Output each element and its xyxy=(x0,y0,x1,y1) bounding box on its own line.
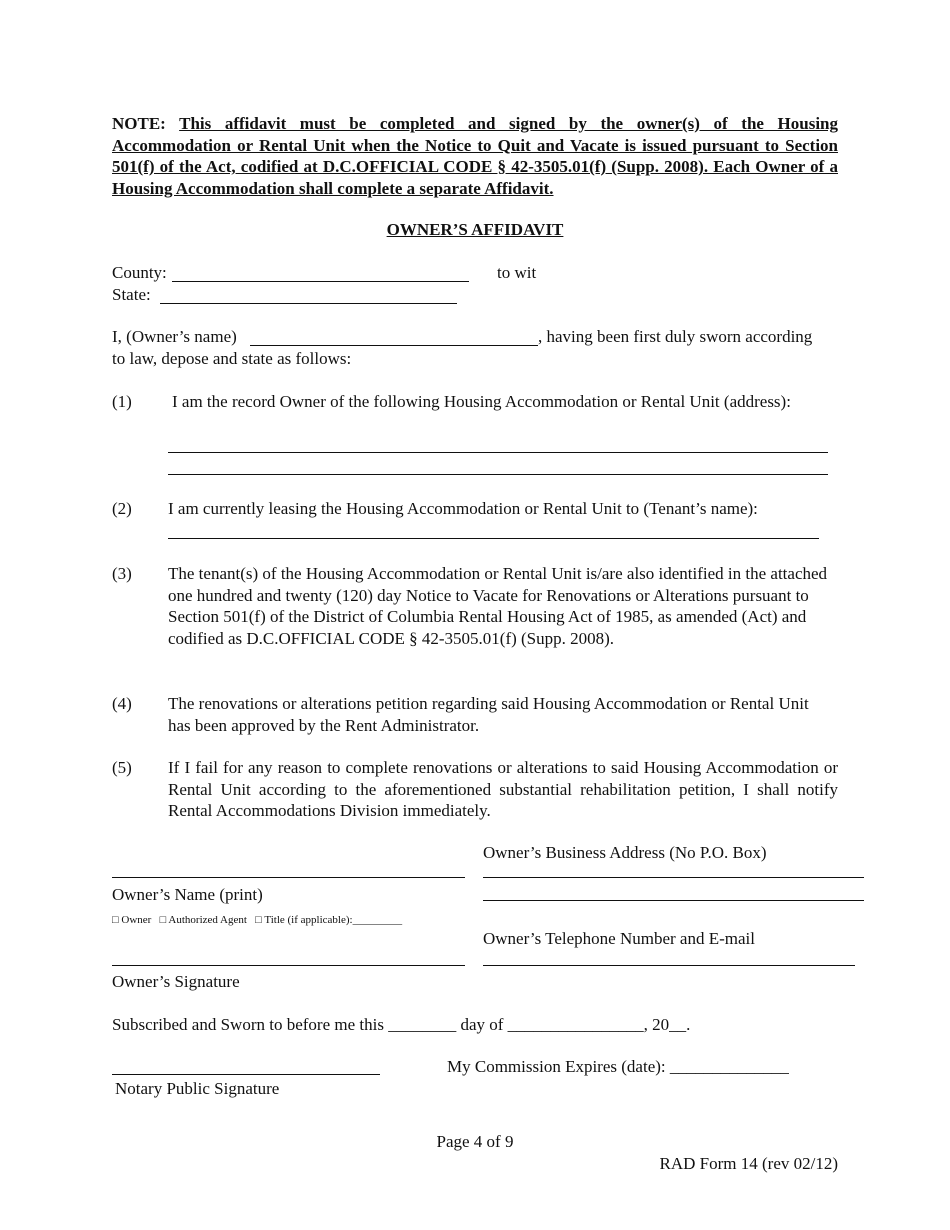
owner-checkbox[interactable]: □ xyxy=(112,914,119,926)
sworn-statement: Subscribed and Sworn to before me this ________ day of ________________, 20__. xyxy=(112,1015,691,1034)
page-number: Page 4 of 9 xyxy=(436,1132,514,1151)
owner-checkbox-label: Owner xyxy=(121,914,152,926)
county-label: County: xyxy=(112,263,167,282)
form-id: RAD Form 14 (rev 02/12) xyxy=(659,1154,838,1173)
address-field-line-2[interactable] xyxy=(168,474,828,475)
state-field[interactable] xyxy=(160,303,457,304)
title-checkbox-label: Title (if applicable):_________ xyxy=(264,914,403,926)
tenant-name-field[interactable] xyxy=(168,538,819,539)
page-title: OWNER’S AFFIDAVIT xyxy=(386,220,564,239)
address-field-line-1[interactable] xyxy=(168,452,828,453)
item-text: The tenant(s) of the Housing Accommodation or Rental Unit is/are also identified in the attached one hundred and twenty (120) day Notice to Vacate for Renovations or Alterations pursuant to Section 501(f) of the District of Columbia Rental Housing Act of 1985, as amended (Act) and codified as D.C.OFFICIAL CODE § 42-3505.01(f) (Supp. 2008). xyxy=(168,564,828,648)
business-address-label: Owner’s Business Address (No P.O. Box) xyxy=(483,843,767,862)
agent-checkbox-label: Authorized Agent xyxy=(168,914,247,926)
business-address-field-2[interactable] xyxy=(483,900,864,901)
notary-signature-field[interactable] xyxy=(112,1074,380,1075)
commission-expires: My Commission Expires (date): ______________ xyxy=(447,1057,789,1076)
item-text: If I fail for any reason to complete renovations or alterations to said Housing Accommodation or Rental Unit according to the aforementioned substantial rehabilitation petition, I shall notify Rental Accommodations Division immediately. xyxy=(168,758,838,820)
item-text: The renovations or alterations petition regarding said Housing Accommodation or Rental Unit has been approved by the Rent Administrator. xyxy=(168,694,809,735)
owner-intro-prefix: I, (Owner’s name) xyxy=(112,327,237,346)
agent-checkbox[interactable]: □ xyxy=(159,914,167,926)
item-number: (5) xyxy=(112,758,132,777)
item-number: (1) xyxy=(112,392,132,411)
state-label: State: xyxy=(112,285,151,304)
note-label: NOTE: xyxy=(112,114,166,133)
item-number: (3) xyxy=(112,564,132,583)
telephone-field[interactable] xyxy=(483,965,855,966)
item-text: I am currently leasing the Housing Accommodation or Rental Unit to (Tenant’s name): xyxy=(168,499,758,518)
owner-name-label: Owner’s Name (print) xyxy=(112,885,263,904)
owner-intro-line2: to law, depose and state as follows: xyxy=(112,349,352,368)
business-address-field-1[interactable] xyxy=(483,877,864,878)
item-text: I am the record Owner of the following Housing Accommodation or Rental Unit (address): xyxy=(172,392,791,411)
telephone-label: Owner’s Telephone Number and E-mail xyxy=(483,929,755,948)
owner-name-field[interactable] xyxy=(250,345,538,346)
note-block xyxy=(112,113,838,199)
owner-signature-field[interactable] xyxy=(112,965,465,966)
notary-label: Notary Public Signature xyxy=(115,1079,280,1098)
to-wit-text: to wit xyxy=(497,263,537,282)
title-checkbox[interactable]: □ xyxy=(255,914,262,926)
owner-intro-suffix: , having been first duly sworn according xyxy=(538,327,813,346)
owner-name-print-field[interactable] xyxy=(112,877,465,878)
role-checkboxes xyxy=(112,910,402,931)
note-text: This affidavit must be completed and signed by the owner(s) of the Housing Accommodation or Rental Unit when the Notice to Quit and Vacate is issued pursuant to Section 501(f) of the Act, codified at D.C.OFFICIAL CODE § 42-3505.01(f) (Supp. 2008). Each Owner of a Housing Accommodation shall complete a separate Affidavit. xyxy=(112,114,838,198)
item-number: (2) xyxy=(112,499,132,518)
county-field[interactable] xyxy=(172,281,469,282)
signature-label: Owner’s Signature xyxy=(112,972,240,991)
item-number: (4) xyxy=(112,694,132,713)
